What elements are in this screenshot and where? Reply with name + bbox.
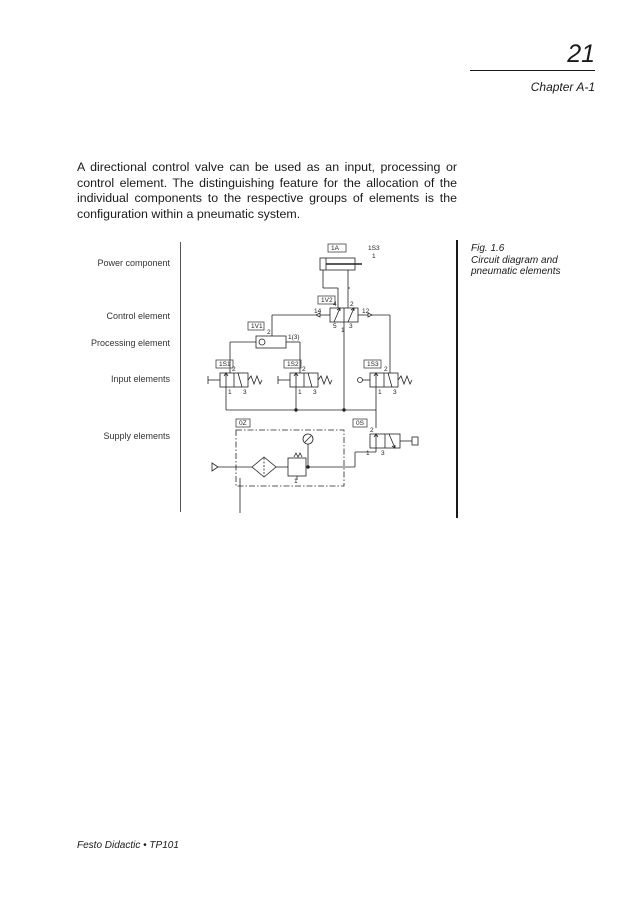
label-processing-element: Processing element bbox=[90, 338, 170, 348]
figure-right-rule bbox=[456, 240, 458, 518]
tag-1V1: 1V1 bbox=[251, 323, 263, 330]
svg-text:3: 3 bbox=[381, 450, 385, 457]
svg-text:1: 1 bbox=[378, 389, 382, 396]
svg-text:1: 1 bbox=[228, 389, 232, 396]
figure-caption bbox=[471, 243, 601, 278]
tag-0S: 0S bbox=[356, 420, 364, 427]
svg-text:3: 3 bbox=[349, 323, 353, 330]
chapter-label: Chapter A-1 bbox=[530, 80, 595, 94]
svg-text:3: 3 bbox=[393, 389, 397, 396]
page-number: 21 bbox=[567, 40, 595, 68]
svg-text:3: 3 bbox=[243, 389, 247, 396]
tag-1V2: 1V2 bbox=[321, 297, 333, 304]
pneumatic-circuit-diagram bbox=[190, 238, 440, 518]
sensor-ref-sub: 1 bbox=[372, 253, 376, 260]
cylinder-1A bbox=[320, 244, 380, 288]
label-control-element: Control element bbox=[106, 311, 170, 321]
tag-0Z: 0Z bbox=[239, 420, 247, 427]
figure-left-rule bbox=[180, 242, 181, 512]
label-supply-elements: Supply elements bbox=[103, 431, 170, 441]
svg-text:1: 1 bbox=[294, 478, 298, 485]
input-valve-1S2 bbox=[278, 360, 332, 410]
svg-text:1: 1 bbox=[366, 450, 370, 457]
label-power-component: Power component bbox=[97, 258, 170, 268]
body-paragraph: A directional control valve can be used as an input, processing or control element. The distinguishing feature for the allocation of the individual components to the respective groups of elements is the configuration within a pneumatic system. bbox=[77, 160, 457, 221]
footer: Festo Didactic • TP101 bbox=[77, 840, 179, 851]
tag-1S1: 1S1 bbox=[219, 361, 231, 368]
header-rule bbox=[470, 70, 595, 71]
service-unit-0Z bbox=[212, 419, 355, 513]
svg-text:2: 2 bbox=[267, 329, 271, 336]
svg-text:2: 2 bbox=[370, 427, 374, 434]
svg-text:5: 5 bbox=[333, 323, 337, 330]
svg-text:2: 2 bbox=[350, 301, 354, 308]
svg-text:12: 12 bbox=[362, 308, 370, 315]
figure-caption-line-2: pneumatic elements bbox=[471, 266, 561, 277]
figure-number: Fig. 1.6 bbox=[471, 243, 505, 254]
input-valve-1S1 bbox=[208, 360, 262, 410]
tag-1S3: 1S3 bbox=[367, 361, 379, 368]
svg-text:2: 2 bbox=[384, 366, 388, 373]
shutoff-valve-0S bbox=[353, 419, 418, 467]
input-valve-1S3 bbox=[358, 360, 413, 410]
svg-text:2: 2 bbox=[302, 366, 306, 373]
tag-1S2: 1S2 bbox=[287, 361, 299, 368]
sensor-ref: 1S3 bbox=[368, 245, 380, 252]
svg-text:1(3): 1(3) bbox=[288, 334, 300, 341]
svg-text:1: 1 bbox=[298, 389, 302, 396]
figure-caption-line-1: Circuit diagram and bbox=[471, 254, 558, 266]
svg-text:1: 1 bbox=[341, 327, 345, 334]
tag-1A: 1A bbox=[331, 245, 339, 252]
svg-text:3: 3 bbox=[313, 389, 317, 396]
svg-text:14: 14 bbox=[314, 308, 322, 315]
shuttle-valve-1V1 bbox=[230, 315, 316, 373]
label-input-elements: Input elements bbox=[110, 374, 170, 384]
svg-text:2: 2 bbox=[232, 366, 236, 373]
svg-text:4: 4 bbox=[333, 301, 337, 308]
